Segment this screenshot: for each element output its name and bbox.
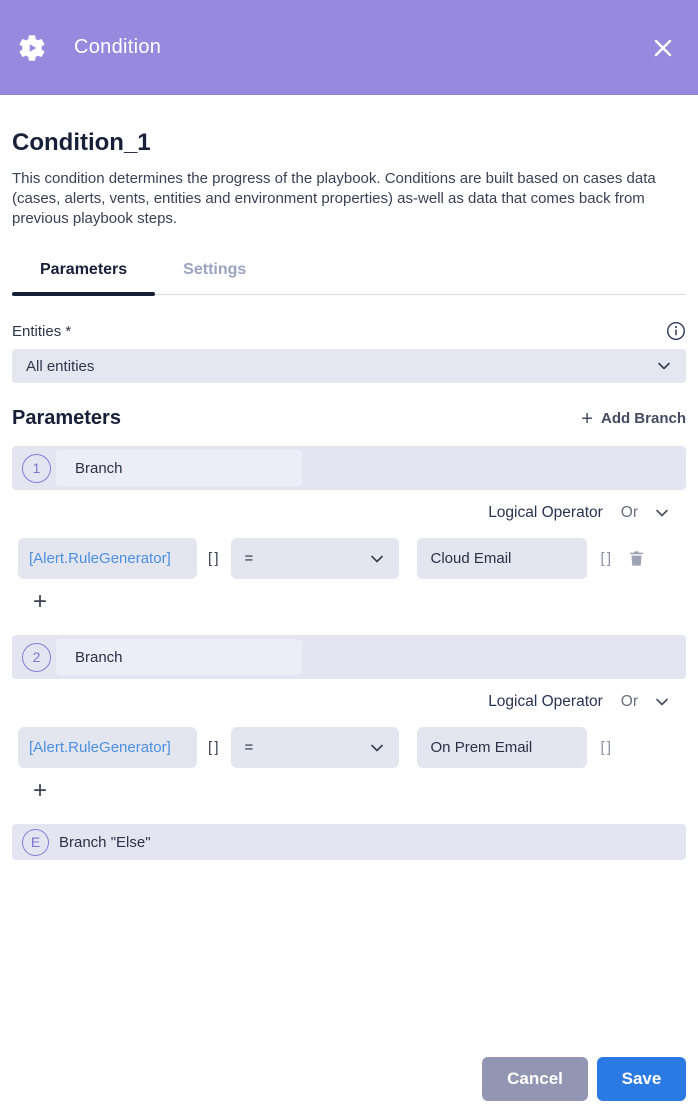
close-icon[interactable] (650, 35, 676, 61)
branch-2-header (12, 635, 686, 679)
branch-1-add-condition-row (33, 587, 686, 617)
dialog-title: Condition (74, 36, 162, 58)
operator-value: = (244, 739, 254, 756)
condition-value-input[interactable]: On Prem Email (417, 727, 587, 768)
tab-settings[interactable]: Settings (183, 261, 247, 278)
branch-1-logic-row (12, 502, 686, 524)
condition-value-input[interactable]: Cloud Email (417, 538, 587, 579)
condition-field-input[interactable]: [Alert.RuleGenerator] (18, 727, 197, 768)
branch-2-condition-row (18, 727, 686, 768)
branch-else-header (12, 824, 686, 860)
chevron-down-icon[interactable] (654, 694, 670, 710)
logical-operator-value[interactable]: Or (620, 504, 638, 521)
save-button[interactable]: Save (597, 1057, 686, 1101)
operator-value: = (244, 550, 254, 567)
plus-icon: + (581, 407, 593, 430)
empty-space (12, 860, 686, 1057)
chevron-down-icon (369, 740, 385, 756)
operator-select[interactable] (231, 727, 399, 768)
parameters-heading: Parameters (12, 407, 121, 429)
branch-2-name-input[interactable]: Branch (56, 639, 302, 675)
chevron-down-icon (369, 551, 385, 567)
logical-operator-label: Logical Operator (488, 693, 603, 710)
condition-description: This condition determines the progress of the playbook. Conditions are built based on cases data (cases, alerts, vents, entities and environment properties) as-well as data that comes back from previous playbook steps. (12, 170, 656, 227)
add-branch-label: Add Branch (600, 410, 686, 427)
trash-icon[interactable] (627, 549, 646, 568)
gear-play-icon (16, 32, 48, 64)
brackets-icon[interactable]: [ ] (600, 550, 611, 567)
brackets-icon[interactable]: [ ] (600, 739, 611, 756)
condition-name-title: Condition_1 (12, 129, 151, 156)
parameters-header-row (12, 407, 686, 430)
branch-else-label: Branch "Else" (59, 833, 151, 851)
logical-operator-value[interactable]: Or (620, 693, 638, 710)
chevron-down-icon[interactable] (654, 505, 670, 521)
dialog-header (0, 0, 698, 95)
add-branch-button[interactable] (581, 409, 686, 429)
branch-else-badge: E (22, 829, 49, 856)
info-icon[interactable] (666, 321, 686, 341)
cancel-button[interactable]: Cancel (482, 1057, 588, 1101)
dialog-body (0, 95, 698, 1117)
chevron-down-icon (656, 358, 672, 374)
brackets-icon[interactable]: [ ] (208, 550, 218, 567)
operator-select[interactable] (231, 538, 399, 579)
branch-2-badge: 2 (22, 643, 51, 672)
entities-select[interactable] (12, 349, 686, 383)
add-condition-button[interactable]: + (33, 588, 48, 615)
logical-operator-label: Logical Operator (488, 504, 603, 521)
branch-2-logic-row (12, 691, 686, 713)
add-condition-button[interactable]: + (33, 777, 48, 804)
dialog-footer (12, 1057, 686, 1117)
brackets-icon[interactable]: [ ] (208, 739, 218, 756)
entities-select-value: All entities (26, 357, 95, 375)
branch-1-header (12, 446, 686, 490)
entities-label-row (12, 321, 686, 341)
branch-1-badge: 1 (22, 454, 51, 483)
branch-1-name-input[interactable]: Branch (56, 450, 302, 486)
entities-label: Entities * (12, 322, 72, 340)
tab-parameters[interactable]: Parameters (12, 253, 155, 294)
branch-2-add-condition-row (33, 776, 686, 806)
tab-bar (12, 253, 686, 295)
condition-field-input[interactable]: [Alert.RuleGenerator] (18, 538, 197, 579)
branch-1-condition-row (18, 538, 686, 579)
